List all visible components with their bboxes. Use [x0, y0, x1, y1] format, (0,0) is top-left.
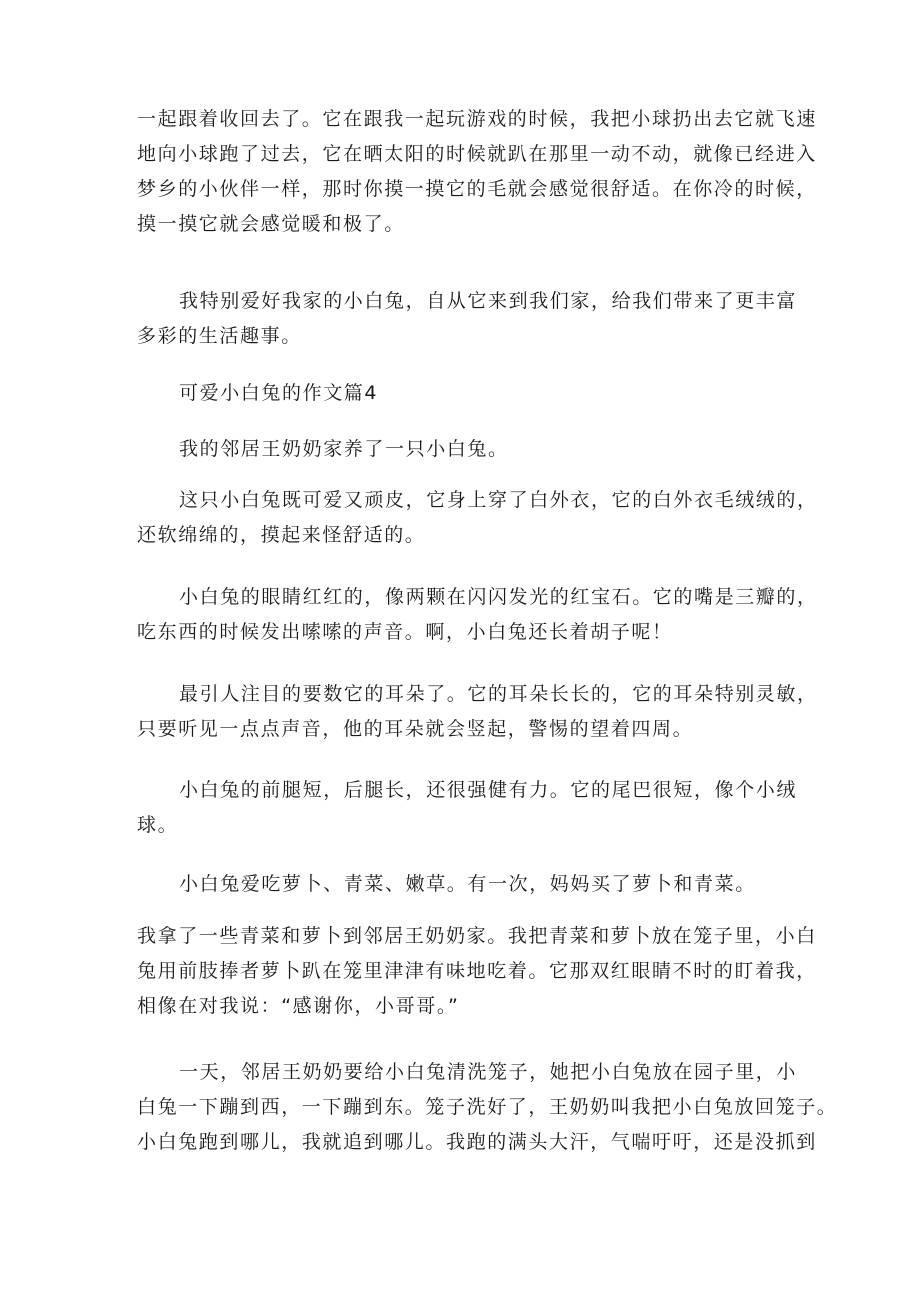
text-line: 一天，邻居王奶奶要给小白兔清洗笼子，她把小白兔放在园子里，小 — [179, 1061, 798, 1083]
text-line: 梦乡的小伙伴一样，那时你摸一摸它的毛就会感觉很舒适。在你冷的时候， — [137, 178, 817, 200]
text-line: 小白兔的眼睛红红的，像两颗在闪闪发光的红宝石。它的嘴是三瓣的， — [179, 586, 818, 608]
text-line: 小白兔的前腿短，后腿长，还很强健有力。它的尾巴很短，像个小绒 — [179, 779, 798, 801]
paragraph-continuation — [137, 102, 817, 242]
paragraph — [137, 677, 818, 747]
text-line: 吃东西的时候发出嗦嗦的声音。啊，小白兔还长着胡子呢！ — [137, 621, 673, 643]
text-line: 我拿了一些青菜和萝卜到邻居王奶奶家。我把青菜和萝卜放在笼子里，小白 — [137, 925, 817, 947]
text-line: 小白兔爱吃萝卜、青菜、嫩草。有一次，妈妈买了萝卜和青菜。 — [179, 873, 756, 895]
text-line: 多彩的生活趣事。 — [137, 325, 302, 347]
text-line: 兔用前肢捧者萝卜趴在笼里津津有味地吃着。它那双红眼睛不时的盯着我， — [137, 960, 817, 982]
text-line: 相像在对我说：“感谢你，小哥哥。” — [137, 995, 460, 1017]
paragraph — [137, 773, 797, 843]
text-line: 只要听见一点点声音，他的耳朵就会竖起，警惕的望着四周。 — [137, 718, 694, 740]
text-line: 小白兔跑到哪儿，我就追到哪儿。我跑的满头大汗，气喘吁吁，还是没抓到 — [137, 1131, 817, 1153]
paragraph — [137, 432, 797, 467]
text-line: 还软绵绵的，摸起来怪舒适的。 — [137, 524, 426, 546]
paragraph — [137, 919, 817, 1024]
text-line: 白兔一下蹦到西，一下蹦到东。笼子洗好了，王奶奶叫我把小白兔放回笼子。 — [137, 1096, 838, 1118]
text-line: 摸一摸它就会感觉暖和极了。 — [137, 213, 405, 235]
text-line: 这只小白兔既可爱又顽皮，它身上穿了白外衣，它的白外衣毛绒绒的， — [179, 489, 818, 511]
text-line: 地向小球跑了过去，它在晒太阳的时候就趴在那里一动不动，就像已经进入 — [137, 143, 817, 165]
paragraph — [137, 580, 818, 650]
paragraph — [137, 284, 797, 354]
text-line: 我特别爱好我家的小白兔，自从它来到我们家，给我们带来了更丰富 — [179, 290, 798, 312]
section-heading — [137, 376, 797, 411]
heading-text: 可爱小白兔的作文篇4 — [179, 382, 379, 404]
text-line: 我的邻居王奶奶家养了一只小白兔。 — [179, 438, 509, 460]
paragraph — [137, 483, 818, 553]
text-line: 最引人注目的要数它的耳朵了。它的耳朵长长的，它的耳朵特别灵敏， — [179, 683, 818, 705]
text-line: 球。 — [137, 814, 179, 836]
text-line: 一起跟着收回去了。它在跟我一起玩游戏的时候，我把小球扔出去它就飞速 — [137, 108, 817, 130]
paragraph — [137, 867, 797, 902]
paragraph — [137, 1055, 838, 1160]
